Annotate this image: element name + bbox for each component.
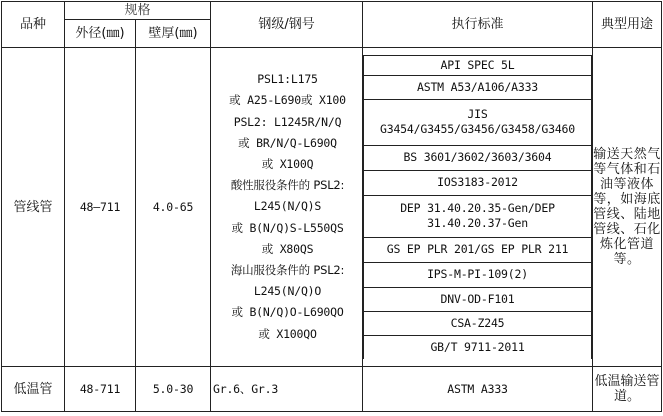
standard-item: ASTM A53/A106/A333: [364, 75, 592, 99]
cell-steel-grade: [211, 48, 363, 367]
grade-line: 或 B(N/Q)O-L690QO: [231, 305, 344, 320]
standard-item: DNV-OD-F101: [364, 287, 592, 311]
header-standard: 执行标准: [363, 2, 593, 48]
header-row-top: [2, 2, 662, 20]
pipe-spec-table: [1, 1, 662, 412]
cell-usage: 低温输送管道。: [593, 367, 662, 412]
cell-wall-thickness: 4.0-65: [136, 48, 211, 367]
header-variety: 品种: [2, 2, 65, 48]
header-outer-diameter: 外径(㎜): [65, 20, 136, 48]
standard-item-line: G3454/G3455/G3456/G3458/G3460: [380, 122, 575, 137]
cell-variety: 低温管: [2, 367, 65, 412]
header-spec-group: 规格: [65, 2, 211, 20]
standard-item-line: JIS: [467, 107, 488, 122]
row-low-temp-pipe: [2, 367, 662, 412]
header-steel-grade: 钢级/钢号: [211, 2, 363, 48]
cell-usage: 输送天然气等气体和石油等液体等，如海底管线、陆地管线、石化炼化管道等。: [593, 48, 662, 367]
cell-variety: 管线管: [2, 48, 65, 367]
header-usage: 典型用途: [593, 2, 662, 48]
standard-item-dep: [364, 195, 592, 237]
grade-line: 或 X100Q: [261, 157, 314, 172]
standard-item: GB/T 9711-2011: [364, 335, 592, 359]
cell-outer-diameter: 48—711: [65, 48, 136, 367]
standard-item: IPS-M-PI-109(2): [364, 262, 592, 287]
standards-list: [363, 55, 592, 360]
standard-item: IOS3183-2012: [364, 170, 592, 195]
grade-line: 或 BR/N/Q-L690Q: [238, 135, 337, 150]
standard-item: GS EP PLR 201/GS EP PLR 211: [364, 237, 592, 262]
cell-standard: ASTM A333: [363, 367, 593, 412]
grade-line: 或 A25-L690或 X100: [229, 93, 346, 108]
standard-item: CSA-Z245: [364, 311, 592, 335]
grade-line: PSL1:L175: [257, 72, 318, 87]
grade-line: 或 B(N/Q)S-L550QS: [231, 220, 344, 235]
grade-line: PSL2: L1245R/N/Q: [233, 114, 342, 129]
standard-item-line: DEP 31.40.20.35-Gen/DEP: [400, 201, 555, 216]
standard-item-line: 31.40.20.37-Gen: [427, 216, 528, 231]
cell-steel-grade: Gr.6、Gr.3: [211, 367, 363, 412]
standard-item: API SPEC 5L: [364, 55, 592, 75]
row-line-pipe: [2, 48, 662, 367]
grade-line: 或 X80QS: [261, 241, 314, 256]
cell-wall-thickness: 5.0-30: [136, 367, 211, 412]
standard-item-jis: [364, 99, 592, 145]
grade-line: 酸性服役条件的 PSL2:: [230, 178, 345, 193]
cell-outer-diameter: 48-711: [65, 367, 136, 412]
standard-item: BS 3601/3602/3603/3604: [364, 145, 592, 170]
header-wall-thickness: 壁厚(㎜): [136, 20, 211, 48]
grade-line: 或 X100QO: [258, 326, 317, 341]
cell-standards: [363, 48, 593, 367]
grade-line: 海山服役条件的 PSL2:: [230, 262, 345, 277]
grade-line: L245(N/Q)S: [253, 199, 322, 214]
grade-line: L245(N/Q)O: [253, 284, 322, 299]
